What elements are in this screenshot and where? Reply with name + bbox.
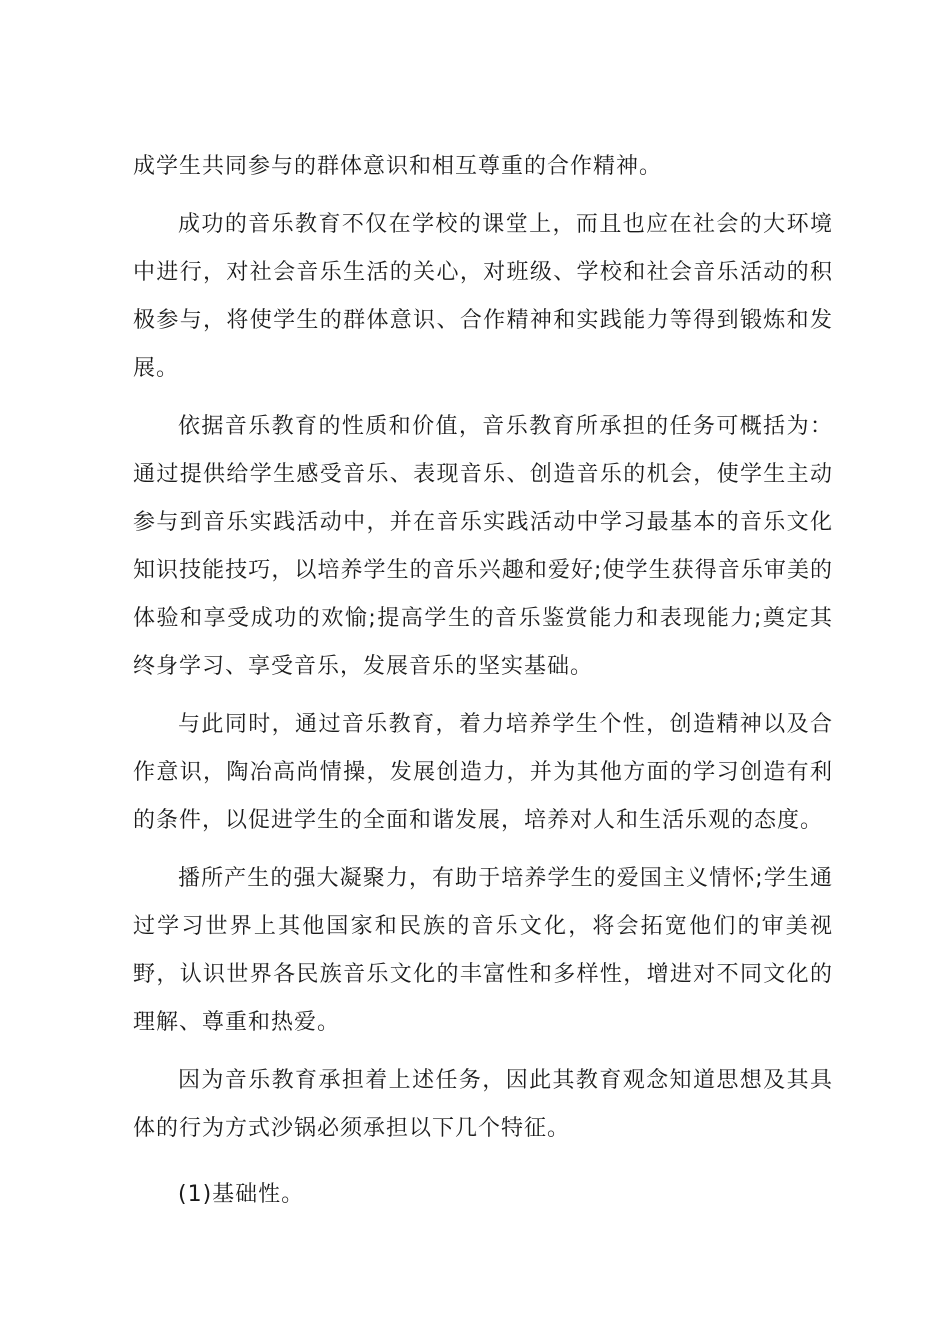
paragraph-1: 成学生共同参与的群体意识和相互尊重的合作精神。 bbox=[133, 154, 663, 179]
paragraph-3: 依据音乐教育的性质和价值，音乐教育所承担的任务可概括为：通过提供给学生感受音乐、表现音乐、创造音乐的机会，使学生主动参与到音乐实践活动中，并在音乐实践活动中学习最基本的音乐文化知识技能技巧，以培养学生的音乐兴趣和爱好;使学生获得音乐审美的体验和享受成功的欢愉;提高学生的音乐鉴赏能力和表现能力;奠定其终身学习、享受音乐，发展音乐的坚实基础。 bbox=[133, 414, 833, 679]
paragraph-5: 播所产生的强大凝聚力，有助于培养学生的爱国主义情怀;学生通过学习世界上其他国家和民族的音乐文化，将会拓宽他们的审美视野，认识世界各民族音乐文化的丰富性和多样性，增进对不同文化的理解、尊重和热爱。 bbox=[133, 866, 833, 1035]
paragraph-4: 与此同时，通过音乐教育，着力培养学生个性，创造精神以及合作意识，陶冶高尚情操，发展创造力，并为其他方面的学习创造有利的条件，以促进学生的全面和谐发展，培养对人和生活乐观的态度。 bbox=[133, 712, 833, 833]
list-item-basic: (1)基础性。 bbox=[178, 1182, 305, 1207]
paragraph-6: 因为音乐教育承担着上述任务，因此其教育观念知道思想及其具体的行为方式沙锅必须承担以下几个特征。 bbox=[133, 1068, 833, 1141]
document-body bbox=[133, 143, 833, 1219]
paragraph-2: 成功的音乐教育不仅在学校的课堂上，而且也应在社会的大环境中进行，对社会音乐生活的关心，对班级、学校和社会音乐活动的积极参与，将使学生的群体意识、合作精神和实践能力等得到锻炼和发展。 bbox=[133, 212, 833, 381]
